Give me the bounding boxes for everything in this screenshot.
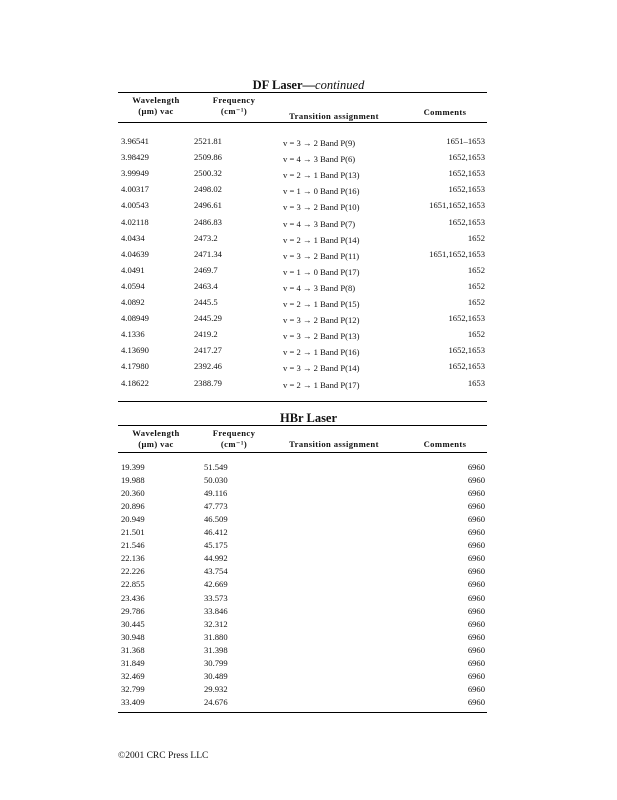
comments-cell: 6960 [467, 683, 485, 694]
frequency-cell: 2417.27 [194, 345, 222, 356]
transition-cell: v = 2 → 1 Band P(13) [283, 170, 360, 181]
table-row [0, 618, 617, 631]
table-row [0, 181, 617, 197]
frequency-cell: 2486.83 [194, 216, 222, 227]
table-row [0, 487, 617, 500]
wavelength-cell: 3.99949 [121, 168, 149, 179]
comments-cell: 6960 [467, 501, 485, 512]
frequency-cell: 2496.61 [194, 200, 222, 211]
comments-cell: 1652 [467, 297, 485, 307]
table-row [0, 526, 617, 539]
hbr-header-wavelength: Wavelength (μm) vac [132, 428, 180, 449]
comments-cell: 6960 [467, 631, 485, 642]
comments-cell: 1651,1652,1653 [429, 200, 485, 211]
comments-cell: 6960 [467, 670, 485, 681]
table-row [0, 513, 617, 526]
wavelength-cell: 30.445 [121, 618, 145, 629]
table-row [0, 133, 617, 149]
table-row [0, 578, 617, 591]
wavelength-cell: 4.04639 [121, 248, 149, 259]
table-row [0, 657, 617, 670]
table-row [0, 565, 617, 578]
table-row [0, 539, 617, 552]
frequency-cell: 42.669 [204, 579, 228, 590]
comments-cell: 1652 [467, 232, 485, 243]
comments-cell: 6960 [467, 579, 485, 590]
wavelength-cell: 4.18622 [121, 377, 149, 388]
table-row [0, 670, 617, 683]
transition-cell: v = 3 → 2 Band P(14) [283, 363, 360, 374]
wavelength-cell: 4.0434 [121, 232, 145, 243]
df-header-wavelength: Wavelength (μm) vac [132, 95, 180, 116]
frequency-cell: 30.799 [204, 657, 228, 668]
frequency-cell: 46.412 [204, 527, 228, 538]
comments-cell: 6960 [467, 540, 485, 551]
frequency-cell: 50.030 [204, 475, 228, 486]
hbr-header-frequency: Frequency (cm⁻¹) [212, 428, 256, 449]
wavelength-cell: 3.98429 [121, 152, 149, 163]
comments-cell: 6960 [467, 566, 485, 577]
transition-cell: v = 2 → 1 Band P(14) [283, 234, 360, 245]
df-header-rule [118, 122, 487, 123]
df-header-comments: Comments [423, 107, 467, 117]
table-row [0, 246, 617, 262]
hbr-header-rule [118, 452, 487, 453]
table-row [0, 310, 617, 326]
table-row [0, 375, 617, 391]
comments-cell: 6960 [467, 462, 485, 472]
comments-cell: 6960 [467, 592, 485, 603]
frequency-cell: 2445.29 [194, 313, 222, 324]
transition-cell: v = 2 → 1 Band P(15) [283, 299, 360, 309]
frequency-cell: 2388.79 [194, 377, 222, 388]
comments-cell: 1652,1653 [448, 152, 485, 163]
wavelength-cell: 4.02118 [121, 216, 149, 227]
frequency-cell: 47.773 [204, 501, 228, 512]
wavelength-cell: 4.0594 [121, 280, 145, 291]
wavelength-cell: 4.08949 [121, 313, 149, 324]
transition-cell: v = 4 → 3 Band P(8) [283, 282, 356, 293]
comments-cell: 6960 [467, 618, 485, 629]
wavelength-cell: 32.469 [121, 670, 145, 681]
wavelength-cell: 3.96541 [121, 136, 149, 146]
df-top-rule [118, 92, 487, 93]
hbr-laser-title: HBr Laser [279, 411, 338, 425]
frequency-cell: 2500.32 [194, 168, 222, 179]
comments-cell: 1652 [467, 280, 485, 291]
frequency-cell: 2521.81 [194, 136, 222, 146]
table-row [0, 461, 617, 474]
table-row [0, 294, 617, 310]
table-row [0, 278, 617, 294]
frequency-cell: 44.992 [204, 553, 228, 564]
wavelength-cell: 32.799 [121, 683, 145, 694]
hbr-top-rule [118, 425, 487, 426]
frequency-cell: 46.509 [204, 514, 228, 525]
transition-cell: v = 3 → 2 Band P(12) [283, 315, 360, 326]
frequency-cell: 2419.2 [194, 329, 218, 340]
comments-cell: 6960 [467, 696, 485, 707]
wavelength-cell: 4.0892 [121, 297, 145, 307]
table-row [0, 592, 617, 605]
transition-cell: v = 3 → 2 Band P(9) [283, 138, 356, 148]
frequency-cell: 33.573 [204, 592, 228, 603]
frequency-cell: 2498.02 [194, 184, 222, 195]
comments-cell: 6960 [467, 657, 485, 668]
comments-cell: 6960 [467, 475, 485, 486]
transition-cell: v = 3 → 2 Band P(10) [283, 202, 360, 213]
wavelength-cell: 4.1336 [121, 329, 145, 340]
table-row [0, 358, 617, 374]
frequency-cell: 2469.7 [194, 264, 218, 275]
comments-cell: 1652,1653 [448, 313, 485, 324]
hbr-header-comments: Comments [423, 439, 467, 449]
table-row [0, 342, 617, 358]
table-row [0, 631, 617, 644]
frequency-cell: 43.754 [204, 566, 228, 577]
table-row [0, 149, 617, 165]
wavelength-cell: 20.949 [121, 514, 145, 525]
wavelength-cell: 22.855 [121, 579, 145, 590]
comments-cell: 6960 [467, 488, 485, 499]
transition-cell: v = 3 → 2 Band P(11) [283, 250, 360, 261]
table-row [0, 500, 617, 513]
transition-cell: v = 4 → 3 Band P(6) [283, 154, 356, 165]
table-row [0, 197, 617, 213]
frequency-cell: 2445.5 [194, 297, 218, 307]
comments-cell: 1651,1652,1653 [429, 248, 485, 259]
wavelength-cell: 22.226 [121, 566, 145, 577]
comments-cell: 6960 [467, 605, 485, 616]
comments-cell: 1652,1653 [448, 216, 485, 227]
table-row [0, 683, 617, 696]
frequency-cell: 2509.86 [194, 152, 222, 163]
comments-cell: 6960 [467, 527, 485, 538]
comments-cell: 6960 [467, 553, 485, 564]
wavelength-cell: 19.399 [121, 462, 145, 472]
frequency-cell: 2473.2 [194, 232, 218, 243]
df-laser-title: DF Laser—continued [252, 78, 365, 92]
table-row [0, 165, 617, 181]
wavelength-cell: 4.17980 [121, 361, 149, 372]
transition-cell: v = 1 → 0 Band P(16) [283, 186, 360, 197]
wavelength-cell: 23.436 [121, 592, 145, 603]
frequency-cell: 24.676 [204, 696, 228, 707]
wavelength-cell: 4.13690 [121, 345, 149, 356]
wavelength-cell: 20.896 [121, 501, 145, 512]
frequency-cell: 49.116 [204, 488, 228, 499]
wavelength-cell: 4.0491 [121, 264, 145, 275]
wavelength-cell: 20.360 [121, 488, 145, 499]
df-laser-title-suffix: continued [315, 78, 365, 92]
comments-cell: 1652 [467, 329, 485, 340]
comments-cell: 6960 [467, 514, 485, 525]
frequency-cell: 32.312 [204, 618, 228, 629]
comments-cell: 6960 [467, 644, 485, 655]
frequency-cell: 2471.34 [194, 248, 222, 259]
df-header-frequency: Frequency (cm⁻¹) [212, 95, 256, 116]
table-row [0, 552, 617, 565]
comments-cell: 1652,1653 [448, 168, 485, 179]
wavelength-cell: 22.136 [121, 553, 145, 564]
transition-cell: v = 2 → 1 Band P(17) [283, 379, 360, 390]
comments-cell: 1652,1653 [448, 184, 485, 195]
comments-cell: 1651–1653 [446, 136, 485, 146]
wavelength-cell: 30.948 [121, 631, 145, 642]
wavelength-cell: 19.988 [121, 475, 145, 486]
wavelength-cell: 21.546 [121, 540, 145, 551]
frequency-cell: 31.880 [204, 631, 228, 642]
frequency-cell: 33.846 [204, 605, 228, 616]
frequency-cell: 30.489 [204, 670, 228, 681]
comments-cell: 1652,1653 [448, 345, 485, 356]
copyright-footer: ©2001 CRC Press LLC [118, 751, 209, 761]
table-row [0, 326, 617, 342]
wavelength-cell: 21.501 [121, 527, 145, 538]
hbr-bottom-rule [118, 712, 487, 713]
table-row [0, 214, 617, 230]
df-bottom-rule [118, 401, 487, 402]
wavelength-cell: 4.00543 [121, 200, 149, 211]
comments-cell: 1653 [467, 377, 485, 388]
transition-cell: v = 1 → 0 Band P(17) [283, 266, 360, 277]
table-row [0, 474, 617, 487]
wavelength-cell: 4.00317 [121, 184, 149, 195]
table-row [0, 262, 617, 278]
table-row [0, 696, 617, 709]
frequency-cell: 2463.4 [194, 280, 218, 291]
df-header-transition: Transition assignment [289, 111, 379, 121]
frequency-cell: 51.549 [204, 462, 228, 472]
comments-cell: 1652 [467, 264, 485, 275]
table-row [0, 605, 617, 618]
frequency-cell: 45.175 [204, 540, 228, 551]
wavelength-cell: 31.849 [121, 657, 145, 668]
wavelength-cell: 31.368 [121, 644, 145, 655]
transition-cell: v = 4 → 3 Band P(7) [283, 218, 356, 229]
table-row [0, 644, 617, 657]
wavelength-cell: 29.786 [121, 605, 145, 616]
table-row [0, 230, 617, 246]
comments-cell: 1652,1653 [448, 361, 485, 372]
wavelength-cell: 33.409 [121, 696, 145, 707]
transition-cell: v = 2 → 1 Band P(16) [283, 347, 360, 358]
hbr-header-transition: Transition assignment [289, 439, 379, 449]
frequency-cell: 31.398 [204, 644, 228, 655]
frequency-cell: 2392.46 [194, 361, 222, 372]
transition-cell: v = 3 → 2 Band P(13) [283, 331, 360, 342]
frequency-cell: 29.932 [204, 683, 228, 694]
